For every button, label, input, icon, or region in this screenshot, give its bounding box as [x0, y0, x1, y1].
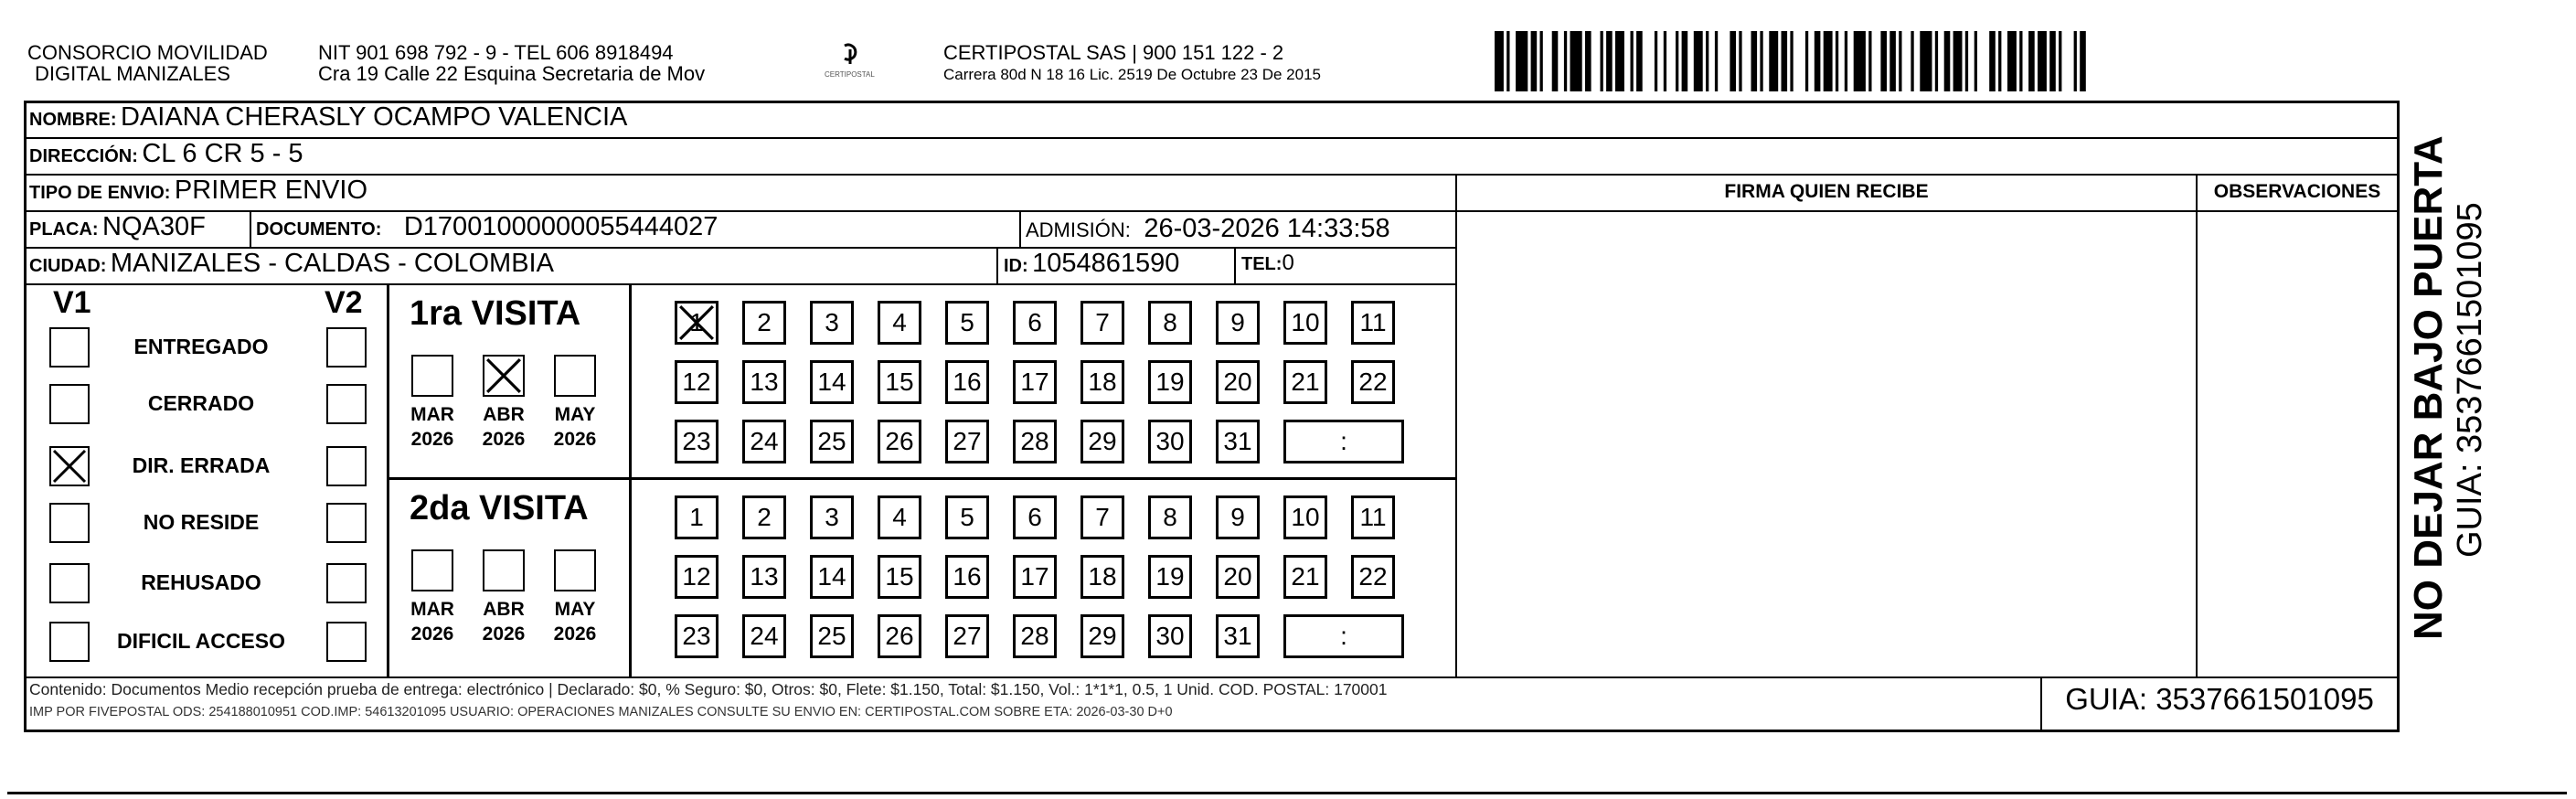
side-guia-label: GUIA: 3537661501095	[2451, 202, 2489, 558]
day-number: 2	[757, 503, 772, 531]
day-number: 24	[750, 622, 779, 650]
id-row	[1004, 249, 1179, 279]
v2-checkbox[interactable]	[326, 446, 367, 486]
day-box[interactable]	[810, 360, 854, 404]
placa-value: NQA30F	[102, 212, 206, 241]
day-number: 13	[750, 562, 779, 591]
placa-label: PLACA:	[29, 219, 99, 240]
day-number: 1	[689, 308, 704, 336]
month-label: ABR	[483, 404, 525, 425]
svg-text:CERTIPOSTAL: CERTIPOSTAL	[825, 70, 875, 79]
day-box[interactable]	[810, 301, 854, 345]
day-number: 5	[960, 308, 974, 336]
day-number: 25	[817, 427, 846, 455]
day-box[interactable]	[1216, 420, 1260, 463]
year-label: 2026	[482, 623, 526, 645]
day-box[interactable]	[742, 360, 786, 404]
ciudad-value: MANIZALES - CALDAS - COLOMBIA	[110, 249, 554, 278]
day-box[interactable]	[878, 301, 921, 345]
day-number: 17	[1020, 562, 1049, 591]
day-number: 4	[892, 503, 907, 531]
day-box[interactable]	[1216, 555, 1260, 599]
day-box[interactable]	[945, 360, 989, 404]
status-label: NO RESIDE	[143, 510, 260, 534]
day-number: 29	[1088, 622, 1117, 650]
check-x-mark	[484, 357, 523, 395]
month-label: MAR	[410, 404, 454, 425]
visit-title: 2da VISITA	[410, 489, 589, 527]
day-number: 16	[953, 562, 982, 591]
day-number: 31	[1223, 622, 1252, 650]
day-number: 24	[750, 427, 779, 455]
v2-checkbox[interactable]	[326, 563, 367, 603]
day-box[interactable]	[1080, 614, 1124, 658]
day-box[interactable]	[810, 420, 854, 463]
day-box[interactable]	[1216, 495, 1260, 539]
day-number: 28	[1020, 622, 1049, 650]
day-box[interactable]	[1013, 360, 1057, 404]
time-box[interactable]: :	[1283, 420, 1404, 463]
day-number: 8	[1163, 503, 1177, 531]
month-label: MAY	[554, 404, 596, 425]
day-box[interactable]	[1351, 360, 1395, 404]
day-box[interactable]	[742, 420, 786, 463]
id-value: 1054861590	[1032, 249, 1180, 278]
observaciones-label: OBSERVACIONES	[2213, 181, 2381, 202]
tel-value: 0	[1282, 250, 1294, 275]
day-box[interactable]	[1148, 555, 1192, 599]
day-box[interactable]	[1148, 301, 1192, 345]
day-number: 4	[892, 308, 907, 336]
documento-row	[256, 212, 718, 242]
visit-title: 1ra VISITA	[410, 294, 581, 333]
v1-checkbox[interactable]	[49, 622, 90, 662]
check-x-mark	[51, 448, 88, 485]
certipostal-logo	[823, 40, 878, 86]
month-label: MAR	[410, 599, 454, 620]
day-number: 25	[817, 622, 846, 650]
day-number: 20	[1223, 562, 1252, 591]
day-box[interactable]	[1013, 555, 1057, 599]
direccion-label: DIRECCIÓN:	[29, 146, 138, 166]
day-box[interactable]	[1013, 420, 1057, 463]
day-box[interactable]	[945, 420, 989, 463]
day-number: 7	[1095, 308, 1110, 336]
day-number: 14	[817, 562, 846, 591]
certipostal-line2: Carrera 80d N 18 16 Lic. 2519 De Octubre 23 De 2015	[943, 66, 1321, 83]
day-box[interactable]	[742, 301, 786, 345]
v2-checkbox[interactable]	[326, 622, 367, 662]
month-label: ABR	[483, 599, 525, 620]
day-number: 27	[953, 427, 982, 455]
day-number: 19	[1155, 562, 1185, 591]
admision-row	[1026, 214, 1390, 244]
placa-row	[29, 212, 206, 242]
day-box[interactable]	[675, 360, 719, 404]
day-number: 6	[1027, 308, 1042, 336]
status-label: DIFICIL ACCESO	[116, 629, 285, 653]
day-number: 9	[1230, 308, 1245, 336]
nombre-value: DAIANA CHERASLY OCAMPO VALENCIA	[121, 102, 628, 132]
day-number: 18	[1088, 562, 1117, 591]
day-number: 27	[953, 622, 982, 650]
day-number: 19	[1155, 368, 1185, 396]
status-label: REHUSADO	[141, 570, 261, 594]
day-box[interactable]	[675, 555, 719, 599]
day-box[interactable]	[1148, 420, 1192, 463]
day-box[interactable]	[878, 614, 921, 658]
day-box[interactable]	[945, 301, 989, 345]
day-box[interactable]	[742, 495, 786, 539]
no-dejar-label: NO DEJAR BAJO PUERTA	[2406, 135, 2451, 640]
day-number: 2	[757, 308, 772, 336]
day-number: 23	[682, 622, 711, 650]
tipo-envio-value: PRIMER ENVIO	[174, 176, 368, 205]
day-box[interactable]	[1148, 360, 1192, 404]
signature-area[interactable]	[1457, 212, 2196, 676]
documento-value: D17001000000055444027	[403, 212, 719, 241]
day-number: 28	[1020, 427, 1049, 455]
day-number: 17	[1020, 368, 1049, 396]
v1-checkbox[interactable]	[49, 563, 90, 603]
footer-guia-box: GUIA: 3537661501095	[2065, 682, 2374, 716]
day-box[interactable]	[945, 495, 989, 539]
day-box[interactable]	[1148, 614, 1192, 658]
day-number: 18	[1088, 368, 1117, 396]
day-number: 29	[1088, 427, 1117, 455]
day-box[interactable]	[1283, 360, 1327, 404]
nombre-label: NOMBRE:	[29, 110, 117, 130]
day-box[interactable]	[742, 555, 786, 599]
day-box[interactable]	[1080, 495, 1124, 539]
month-checkbox[interactable]	[554, 549, 596, 591]
day-number: 26	[885, 427, 914, 455]
v2-checkbox[interactable]	[326, 384, 367, 424]
v1-checkbox[interactable]	[49, 446, 90, 486]
day-box[interactable]	[945, 555, 989, 599]
day-number: 13	[750, 368, 779, 396]
v1-label: V1	[53, 285, 91, 320]
company-name-line1: CONSORCIO MOVILIDAD	[27, 41, 268, 64]
day-box[interactable]	[1283, 495, 1327, 539]
day-number: 6	[1027, 503, 1042, 531]
day-number: 22	[1358, 562, 1388, 591]
day-number: 11	[1359, 503, 1387, 531]
day-box[interactable]	[1080, 360, 1124, 404]
tel-label: TEL:	[1241, 254, 1283, 274]
day-number: 12	[682, 368, 711, 396]
month-label: MAY	[554, 599, 596, 620]
day-box[interactable]	[810, 495, 854, 539]
day-number: 8	[1163, 308, 1177, 336]
day-number: 15	[885, 562, 914, 591]
day-box[interactable]	[1283, 301, 1327, 345]
day-box[interactable]	[810, 614, 854, 658]
id-label: ID:	[1004, 256, 1028, 276]
day-box[interactable]	[742, 614, 786, 658]
day-box[interactable]	[675, 420, 719, 463]
v1-checkbox[interactable]	[49, 327, 90, 368]
day-number: 21	[1291, 562, 1320, 591]
v2-checkbox[interactable]	[326, 503, 367, 543]
day-box[interactable]	[1351, 495, 1395, 539]
day-number: 5	[960, 503, 974, 531]
day-number: 30	[1155, 622, 1185, 650]
year-label: 2026	[410, 429, 454, 450]
month-checkbox[interactable]	[554, 355, 596, 397]
day-box[interactable]	[1351, 555, 1395, 599]
day-number: 23	[682, 427, 711, 455]
documento-label: DOCUMENTO:	[256, 219, 382, 240]
day-number: 14	[817, 368, 846, 396]
day-number: 15	[885, 368, 914, 396]
day-number: 7	[1095, 503, 1110, 531]
v1-checkbox[interactable]	[49, 384, 90, 424]
day-number: 9	[1230, 503, 1245, 531]
v2-label: V2	[325, 285, 363, 320]
observaciones-area[interactable]	[2198, 212, 2397, 676]
month-checkbox[interactable]	[483, 355, 525, 397]
admision-label: ADMISIÓN:	[1026, 218, 1131, 241]
day-box[interactable]	[1216, 614, 1260, 658]
bottom-rule	[7, 792, 2567, 794]
day-number: 1	[689, 503, 704, 531]
address-line: Cra 19 Calle 22 Esquina Secretaria de Mov	[318, 62, 706, 85]
day-box[interactable]	[1283, 555, 1327, 599]
direccion-row	[29, 139, 303, 169]
ciudad-label: CIUDAD:	[29, 256, 107, 276]
nombre-row	[29, 102, 627, 133]
month-checkbox[interactable]	[483, 549, 525, 591]
day-box[interactable]	[878, 360, 921, 404]
day-box[interactable]	[1216, 360, 1260, 404]
footer-imp-line: IMP POR FIVEPOSTAL ODS: 254188010951 COD.IMP: 54613201095 USUARIO: OPERACIONES MANIZALES CONSULTE SU ENVIO EN: CERTIPOSTAL.COM SOBRE ETA: 2026-03-30 D+0	[29, 705, 1173, 719]
admision-value: 26-03-2026 14:33:58	[1144, 214, 1390, 243]
certipostal-line1: CERTIPOSTAL SAS | 900 151 122 - 2	[943, 41, 1284, 64]
day-box[interactable]	[810, 555, 854, 599]
day-number: 10	[1291, 503, 1320, 531]
day-box[interactable]	[1080, 555, 1124, 599]
barcode	[1495, 31, 2226, 91]
day-number: 3	[825, 503, 839, 531]
status-label: ENTREGADO	[133, 335, 269, 358]
day-box[interactable]	[1148, 495, 1192, 539]
year-label: 2026	[553, 623, 597, 645]
day-number: 11	[1359, 308, 1387, 336]
day-box[interactable]	[878, 555, 921, 599]
day-number: 3	[825, 308, 839, 336]
year-label: 2026	[553, 429, 597, 450]
day-number: 30	[1155, 427, 1185, 455]
day-box[interactable]	[675, 301, 719, 345]
day-number: 12	[682, 562, 711, 591]
nit-line: NIT 901 698 792 - 9 - TEL 606 8918494	[318, 41, 674, 64]
v1-checkbox[interactable]	[49, 503, 90, 543]
day-box[interactable]	[1013, 301, 1057, 345]
tipo-envio-label: TIPO DE ENVIO:	[29, 183, 171, 203]
status-label: DIR. ERRADA	[132, 453, 271, 477]
day-number: 16	[953, 368, 982, 396]
day-box[interactable]	[1216, 301, 1260, 345]
direccion-value: CL 6 CR 5 - 5	[142, 139, 303, 168]
day-box[interactable]	[1013, 614, 1057, 658]
company-name-line2: DIGITAL MANIZALES	[35, 62, 230, 85]
month-checkbox[interactable]	[411, 355, 453, 397]
ciudad-row	[29, 249, 554, 279]
day-box[interactable]	[945, 614, 989, 658]
day-box[interactable]	[675, 614, 719, 658]
year-label: 2026	[482, 429, 526, 450]
day-number: 26	[885, 622, 914, 650]
footer-content-line: Contenido: Documentos Medio recepción prueba de entrega: electrónico | Declarado: $0, % Seguro: $0, Otros: $0, Flete: $1.150, Total: $1.150, Vol.: 1*1*1, 0.5, 1 Unid. COD. POSTAL: 170001	[29, 680, 1388, 698]
day-box[interactable]	[878, 495, 921, 539]
day-box[interactable]	[878, 420, 921, 463]
day-box[interactable]	[1351, 301, 1395, 345]
day-box[interactable]	[675, 495, 719, 539]
day-number: 20	[1223, 368, 1252, 396]
firma-label: FIRMA QUIEN RECIBE	[1724, 181, 1929, 202]
day-number: 21	[1291, 368, 1320, 396]
day-box[interactable]	[1013, 495, 1057, 539]
month-checkbox[interactable]	[411, 549, 453, 591]
time-box[interactable]: :	[1283, 614, 1404, 658]
day-box[interactable]	[1080, 420, 1124, 463]
status-label: CERRADO	[147, 391, 255, 415]
tipo-envio-row	[29, 176, 367, 206]
side-text	[2406, 135, 2488, 640]
day-number: 10	[1291, 308, 1320, 336]
year-label: 2026	[410, 623, 454, 645]
day-box[interactable]	[1080, 301, 1124, 345]
day-number: 31	[1223, 427, 1252, 455]
day-number: 22	[1358, 368, 1388, 396]
v2-checkbox[interactable]	[326, 327, 367, 368]
tel-row	[1241, 250, 1294, 276]
